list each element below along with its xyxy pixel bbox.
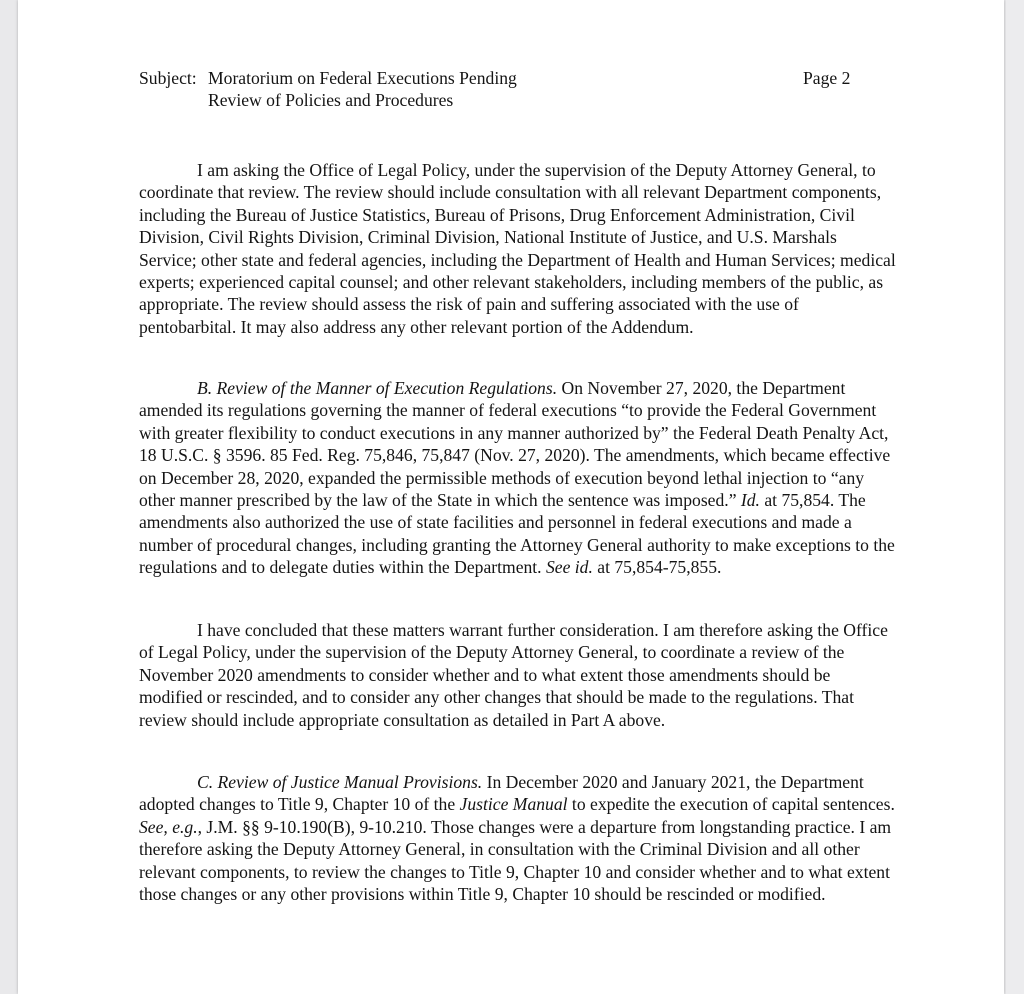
paragraph-further-consideration: I have concluded that these matters warrant further consideration. I am therefore asking the Office of Legal Policy, under the supervision of the Deputy Attorney General, to coordinate a review of the November 2020 amendments to consider whether and to what extent those amendments should be modified or rescinded, and to consider any other changes that should be made to the regulations. That review should include appropriate consultation as detailed in Part A above.	[139, 620, 888, 730]
paragraph-justice-manual	[139, 771, 896, 905]
paragraph-text: On November 27, 2020, the Department amended its regulations governing the manner of federal executions “to provide the Federal Government with greater flexibility to conduct executions in any manner authorized by” the Federal Death Penalty Act, 18 U.S.C. § 3596. 85 Fed. Reg. 75,846, 75,847 (Nov. 27, 2020). The amendments, which became effective on December 28, 2020, expanded the permissible methods of execution beyond lethal injection to “any other manner prescribed by the law of the State in which the sentence was imposed.”	[139, 378, 891, 511]
document-page	[18, 0, 1004, 994]
subject-text-line-1: Moratorium on Federal Executions Pending	[208, 68, 517, 88]
citation: See, e.g.	[139, 816, 198, 837]
page-number: Page 2	[803, 68, 851, 88]
manual-title: Justice Manual	[459, 794, 568, 815]
viewer-background	[1006, 0, 1024, 994]
paragraph-text: at 75,854-75,855.	[592, 557, 722, 578]
page-header	[139, 67, 899, 117]
citation: See id.	[545, 557, 593, 578]
paragraph-olp-review: I am asking the Office of Legal Policy, under the supervision of the Deputy Attorney General, to coordinate that review. The review should include consultation with all relevant Department components, including the Bureau of Justice Statistics, Bureau of Prisons, Drug Enforcement Administration, Civil Division, Civil Rights Division, Criminal Division, National Institute of Justice, and U.S. Marshals Service; other state and federal agencies, including the Department of Health and Human Services; medical experts; experienced capital counsel; and other relevant stakeholders, including members of the public, as appropriate. The review should assess the risk of pain and suffering associated with the use of pentobarbital. It may also address any other relevant portion of the Addendum.	[139, 160, 896, 337]
paragraph-text: , J.M. §§ 9-10.190(B), 9-10.210. Those changes were a departure from longstanding practice. I am therefore asking the Deputy Attorney General, in consultation with the Criminal Division and all other relevant components, to review the changes to Title 9, Chapter 10 and consider whether and to what extent those changes or any other provisions within Title 9, Chapter 10 should be rescinded or modified.	[139, 816, 892, 905]
section-heading-b: B. Review of the Manner of Execution Regulations.	[197, 378, 558, 398]
subject-text-line-2: Review of Policies and Procedures	[208, 90, 454, 111]
section-heading-c: C. Review of Justice Manual Provisions.	[197, 772, 483, 792]
subject-line	[139, 67, 517, 112]
paragraph-text: to expedite the execution of capital sentences.	[567, 794, 895, 815]
citation: Id.	[740, 490, 760, 511]
subject-text	[208, 67, 517, 112]
paragraph-manner-of-execution	[139, 377, 896, 579]
subject-label: Subject:	[139, 68, 197, 88]
paragraph-text: at 75,854. The amendments also authorized the use of state facilities and personnel in federal executions and made a number of procedural changes, including granting the Attorney General authority to make exceptions to the regulations and to delegate duties within the Department.	[139, 490, 895, 578]
paragraph-text: In December 2020 and January 2021, the Department adopted changes to Title 9, Chapter 10 of the	[139, 772, 864, 815]
